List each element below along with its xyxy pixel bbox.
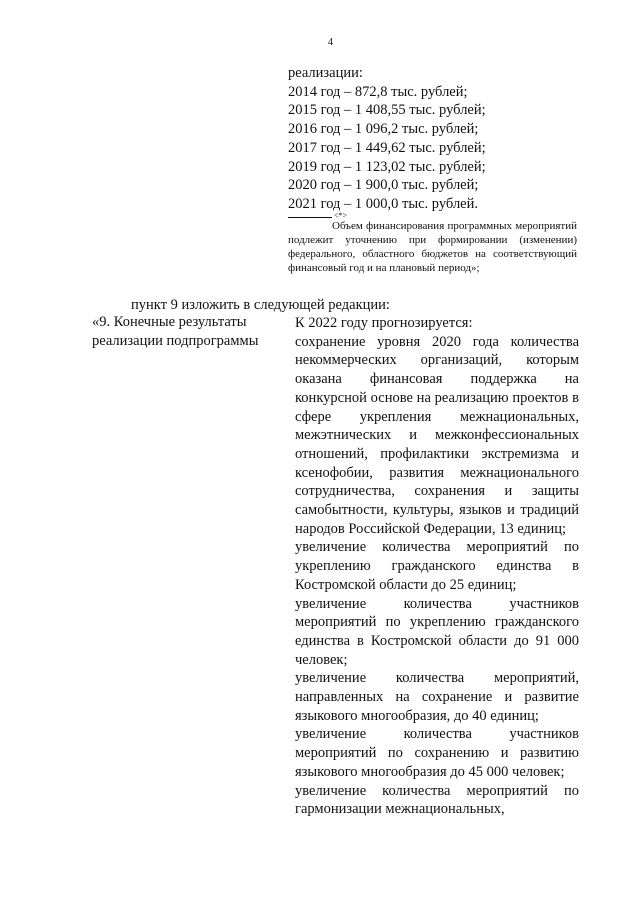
result-item: сохранение уровня 2020 года количества некоммерческих организаций, которым оказана финансовая поддержка на конкурсной основе на реализацию проектов в сфере укрепления межнациональных, межэтнических и межконфессиональных отношений, профилактики экстремизма и ксенофобии, развития межнационального сотрудничества, сохранения и защиты самобытности, культуры, языков и традиций народов Российской Федерации, 13 единиц; xyxy=(295,333,579,537)
result-item: увеличение количества участников мероприятий по сохранению и развитию языкового многообразия до 45 000 человек; xyxy=(295,726,579,780)
result-item: увеличение количества мероприятий по гармонизации межнациональных, xyxy=(295,782,579,818)
funding-year-line: 2021 год – 1 000,0 тыс. рублей. xyxy=(288,195,479,212)
result-item: увеличение количества мероприятий, направленных на сохранение и развитие языкового многообразия, до 40 единиц; xyxy=(295,670,579,724)
funding-year-line: 2017 год – 1 449,62 тыс. рублей; xyxy=(288,139,486,156)
result-item: увеличение количества участников мероприятий по укреплению гражданского единства в Костромской области до 91 000 человек; xyxy=(295,595,579,668)
funding-year-line: 2015 год – 1 408,55 тыс. рублей; xyxy=(288,102,486,119)
funding-year-line: 2014 год – 872,8 тыс. рублей; xyxy=(288,83,468,100)
footnote-marker: <*> xyxy=(334,211,348,220)
page-number: 4 xyxy=(328,37,333,48)
funding-year-line: 2020 год – 1 900,0 тыс. рублей; xyxy=(288,177,479,194)
funding-by-year xyxy=(288,64,588,214)
funding-year-line: 2016 год – 1 096,2 тыс. рублей; xyxy=(288,121,479,138)
footnote: Объем финансирования программных мероприятий подлежит уточнению при формировании (изменении) федерального, областного бюджетов на соответствующий финансовый год и на плановый период»; xyxy=(288,220,577,274)
section-intro: К 2022 году прогнозируется: xyxy=(295,315,473,331)
funding-header: реализации: xyxy=(288,65,363,81)
section-content xyxy=(295,314,579,819)
footnote-separator xyxy=(288,217,332,218)
result-item: увеличение количества мероприятий по укреплению гражданского единства в Костромской области до 25 единиц; xyxy=(295,539,579,593)
amendment-instruction: пункт 9 изложить в следующей редакции: xyxy=(131,297,390,313)
funding-year-line: 2019 год – 1 123,02 тыс. рублей; xyxy=(288,158,486,175)
section-heading: «9. Конечные результаты реализации подпрограммы xyxy=(92,314,259,349)
